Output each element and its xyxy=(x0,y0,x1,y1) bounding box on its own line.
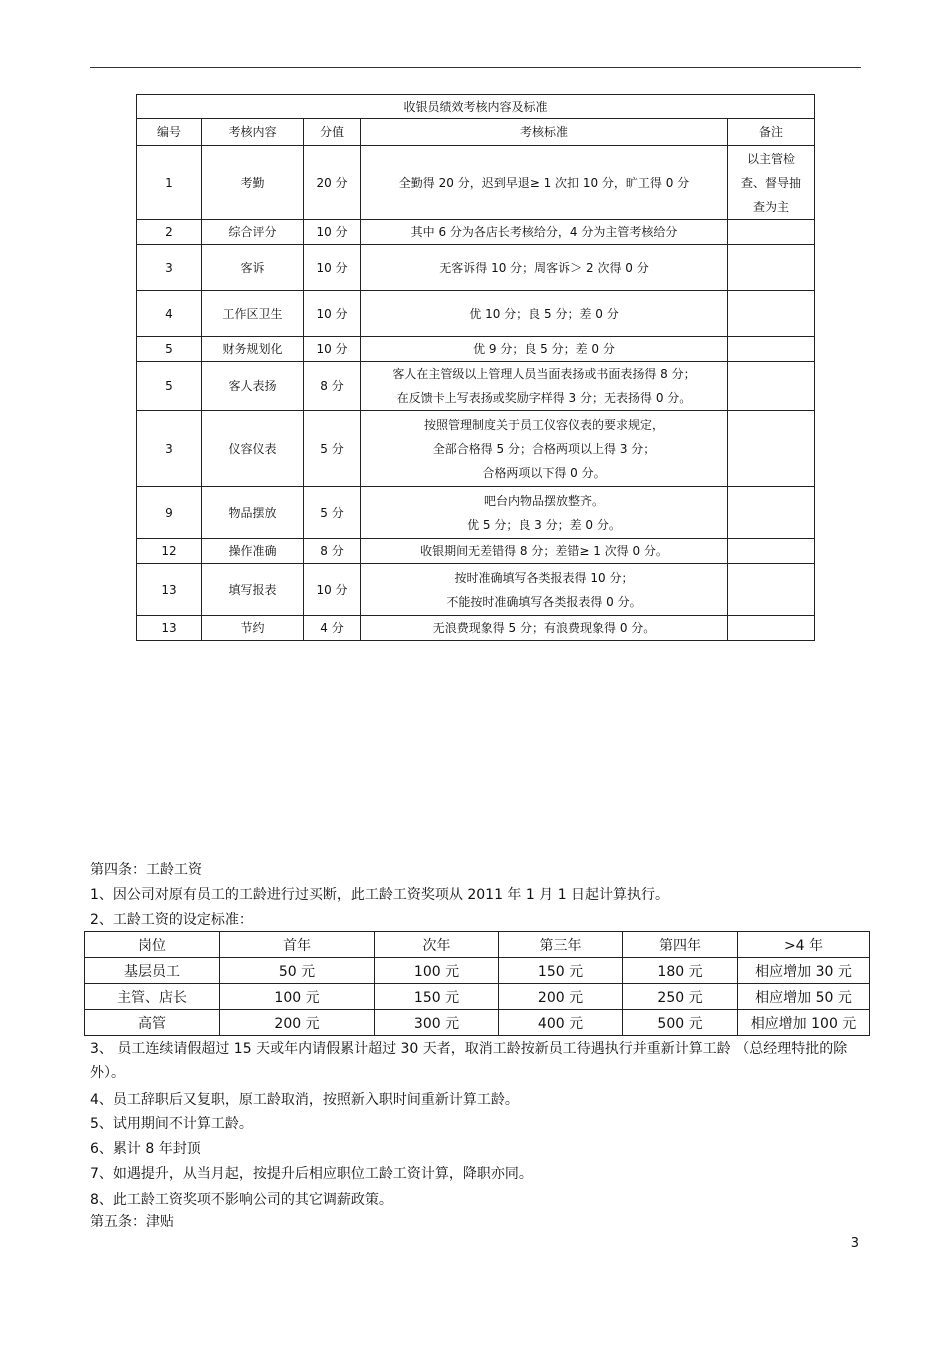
row-number: 13 xyxy=(137,564,202,616)
seniority-row xyxy=(85,1010,870,1036)
page-number: 3 xyxy=(850,1236,859,1251)
remark-line: 查为主 xyxy=(753,199,790,214)
row-item: 填写报表 xyxy=(202,564,304,616)
performance-row xyxy=(137,616,815,641)
remark-line: 以主管检 xyxy=(747,151,796,166)
row-standard xyxy=(361,337,728,362)
seniority-amount-cell: 200 元 xyxy=(499,984,623,1010)
row-item: 客人表扬 xyxy=(202,362,304,411)
performance-table-title: 收银员绩效考核内容及标准 xyxy=(137,95,815,119)
standard-line: 无浪费现象得 5 分；有浪费现象得 0 分。 xyxy=(432,621,656,635)
row-score: 10 分 xyxy=(304,291,361,337)
seniority-position-cell: 主管、店长 xyxy=(85,984,220,1010)
row-number: 5 xyxy=(137,337,202,362)
seniority-amount-cell: 300 元 xyxy=(375,1010,499,1036)
seniority-amount-cell: 400 元 xyxy=(499,1010,623,1036)
header-cell-remark: 备注 xyxy=(728,119,815,146)
row-standard xyxy=(361,564,728,616)
performance-table-header-row xyxy=(137,119,815,146)
seniority-table xyxy=(84,931,870,1036)
performance-row xyxy=(137,487,815,539)
row-number: 4 xyxy=(137,291,202,337)
row-score: 10 分 xyxy=(304,337,361,362)
row-item: 客诉 xyxy=(202,245,304,291)
row-remark xyxy=(728,564,815,616)
standard-line: 按照管理制度关于员工仪容仪表的要求规定， xyxy=(423,417,664,432)
row-number: 5 xyxy=(137,362,202,411)
seniority-amount-cell: 150 元 xyxy=(375,984,499,1010)
row-item: 节约 xyxy=(202,616,304,641)
header-cell-no: 编号 xyxy=(137,119,202,146)
row-remark xyxy=(728,220,815,245)
seniority-amount-cell: 200 元 xyxy=(220,1010,375,1036)
row-item: 工作区卫生 xyxy=(202,291,304,337)
seniority-header-cell: 次年 xyxy=(375,932,499,958)
seniority-header-cell: 第四年 xyxy=(623,932,738,958)
row-standard xyxy=(361,487,728,539)
performance-table xyxy=(136,94,815,641)
seniority-position-cell: 高管 xyxy=(85,1010,220,1036)
performance-row xyxy=(137,564,815,616)
standard-line: 不能按时准确填写各类报表得 0 分。 xyxy=(446,594,642,609)
seniority-header-cell: 首年 xyxy=(220,932,375,958)
seniority-amount-cell: 500 元 xyxy=(623,1010,738,1036)
row-number: 13 xyxy=(137,616,202,641)
seniority-amount-cell: 100 元 xyxy=(220,984,375,1010)
standard-line: 在反馈卡上写表扬或奖励字样得 3 分；无表扬得 0 分。 xyxy=(396,391,692,405)
rule-paragraph-4: 4、员工辞职后又复职，原工龄取消，按照新入职时间重新计算工龄。 xyxy=(90,1092,519,1108)
row-item: 财务规划化 xyxy=(202,337,304,362)
seniority-amount-cell: 250 元 xyxy=(623,984,738,1010)
seniority-amount-cell: 180 元 xyxy=(623,958,738,984)
row-standard xyxy=(361,616,728,641)
row-remark xyxy=(728,146,815,220)
standard-line: 合格两项以下得 0 分。 xyxy=(482,465,606,480)
row-remark xyxy=(728,245,815,291)
row-remark xyxy=(728,291,815,337)
row-remark xyxy=(728,362,815,411)
row-remark xyxy=(728,411,815,487)
row-standard xyxy=(361,291,728,337)
standard-line: 吧台内物品摆放整齐。 xyxy=(483,493,604,508)
rule-paragraph-3: 3、 员工连续请假超过 15 天或年内请假累计超过 30 天者，取消工龄按新员工待遇执行并重新计算工龄 （总经理特批的除外）。 xyxy=(90,1041,848,1081)
row-score: 8 分 xyxy=(304,362,361,411)
seniority-amount-cell: 50 元 xyxy=(220,958,375,984)
row-score: 5 分 xyxy=(304,411,361,487)
row-remark xyxy=(728,337,815,362)
performance-row xyxy=(137,337,815,362)
row-standard xyxy=(361,539,728,564)
performance-row xyxy=(137,411,815,487)
row-standard xyxy=(361,220,728,245)
row-standard xyxy=(361,146,728,220)
seniority-amount-cell: 相应增加 100 元 xyxy=(738,1010,870,1036)
standard-line: 优 10 分；良 5 分；差 0 分 xyxy=(469,306,619,321)
performance-row xyxy=(137,146,815,220)
row-remark xyxy=(728,616,815,641)
row-score: 20 分 xyxy=(304,146,361,220)
performance-row xyxy=(137,291,815,337)
row-number: 3 xyxy=(137,245,202,291)
standard-line: 收银期间无差错得 8 分；差错≥ 1 次得 0 分。 xyxy=(420,544,668,558)
seniority-amount-cell: 100 元 xyxy=(375,958,499,984)
header-cell-item: 考核内容 xyxy=(202,119,304,146)
row-remark xyxy=(728,487,815,539)
header-rule xyxy=(90,67,861,68)
seniority-header-cell: 岗位 xyxy=(85,932,220,958)
standard-line: 其中 6 分为各店长考核给分，4 分为主管考核给分 xyxy=(410,225,678,239)
performance-row xyxy=(137,362,815,411)
rule-paragraph-6: 6、累计 8 年封顶 xyxy=(90,1141,201,1157)
rule-paragraph-8: 8、此工龄工资奖项不影响公司的其它调薪政策。 xyxy=(90,1192,393,1208)
row-number: 3 xyxy=(137,411,202,487)
seniority-paragraph-1: 1、因公司对原有员工的工龄进行过买断，此工龄工资奖项从 2011 年 1 月 1 日起计算执行。 xyxy=(90,887,670,903)
row-item: 仪容仪表 xyxy=(202,411,304,487)
standard-line: 按时准确填写各类报表得 10 分； xyxy=(454,570,634,585)
row-item: 操作准确 xyxy=(202,539,304,564)
seniority-header-row xyxy=(85,932,870,958)
section-4-title: 第四条：工龄工资 xyxy=(90,862,202,878)
performance-row xyxy=(137,539,815,564)
row-score: 10 分 xyxy=(304,245,361,291)
row-remark xyxy=(728,539,815,564)
performance-table-title-row xyxy=(137,95,815,119)
row-score: 10 分 xyxy=(304,220,361,245)
rule-paragraph-5: 5、试用期间不计算工龄。 xyxy=(90,1116,253,1132)
seniority-paragraph-2: 2、工龄工资的设定标准： xyxy=(90,912,253,928)
seniority-position-cell: 基层员工 xyxy=(85,958,220,984)
seniority-header-cell: >4 年 xyxy=(738,932,870,958)
standard-line: 无客诉得 10 分；周客诉＞ 2 次得 0 分 xyxy=(439,260,649,275)
row-number: 9 xyxy=(137,487,202,539)
standard-line: 优 5 分；良 3 分；差 0 分。 xyxy=(467,517,621,532)
row-standard xyxy=(361,362,728,411)
seniority-row xyxy=(85,958,870,984)
standard-line: 客人在主管级以上管理人员当面表扬或书面表扬得 8 分； xyxy=(392,367,696,381)
performance-row xyxy=(137,245,815,291)
seniority-header-cell: 第三年 xyxy=(499,932,623,958)
row-standard xyxy=(361,245,728,291)
row-number: 2 xyxy=(137,220,202,245)
row-item: 综合评分 xyxy=(202,220,304,245)
standard-line: 全勤得 20 分，迟到早退≥ 1 次扣 10 分，旷工得 0 分 xyxy=(398,175,690,190)
header-cell-standard: 考核标准 xyxy=(361,119,728,146)
remark-line: 查、督导抽 xyxy=(741,175,802,190)
row-score: 8 分 xyxy=(304,539,361,564)
seniority-amount-cell: 150 元 xyxy=(499,958,623,984)
standard-line: 全部合格得 5 分；合格两项以上得 3 分； xyxy=(432,441,656,456)
row-item: 物品摆放 xyxy=(202,487,304,539)
row-standard xyxy=(361,411,728,487)
row-score: 10 分 xyxy=(304,564,361,616)
header-cell-score: 分值 xyxy=(304,119,361,146)
row-item: 考勤 xyxy=(202,146,304,220)
seniority-amount-cell: 相应增加 50 元 xyxy=(738,984,870,1010)
section-5-title: 第五条：津贴 xyxy=(90,1214,174,1230)
row-score: 5 分 xyxy=(304,487,361,539)
standard-line: 优 9 分；良 5 分；差 0 分 xyxy=(473,342,615,356)
performance-row xyxy=(137,220,815,245)
row-score: 4 分 xyxy=(304,616,361,641)
seniority-row xyxy=(85,984,870,1010)
row-number: 12 xyxy=(137,539,202,564)
rule-paragraph-7: 7、如遇提升，从当月起，按提升后相应职位工龄工资计算，降职亦同。 xyxy=(90,1166,533,1182)
seniority-amount-cell: 相应增加 30 元 xyxy=(738,958,870,984)
row-number: 1 xyxy=(137,146,202,220)
